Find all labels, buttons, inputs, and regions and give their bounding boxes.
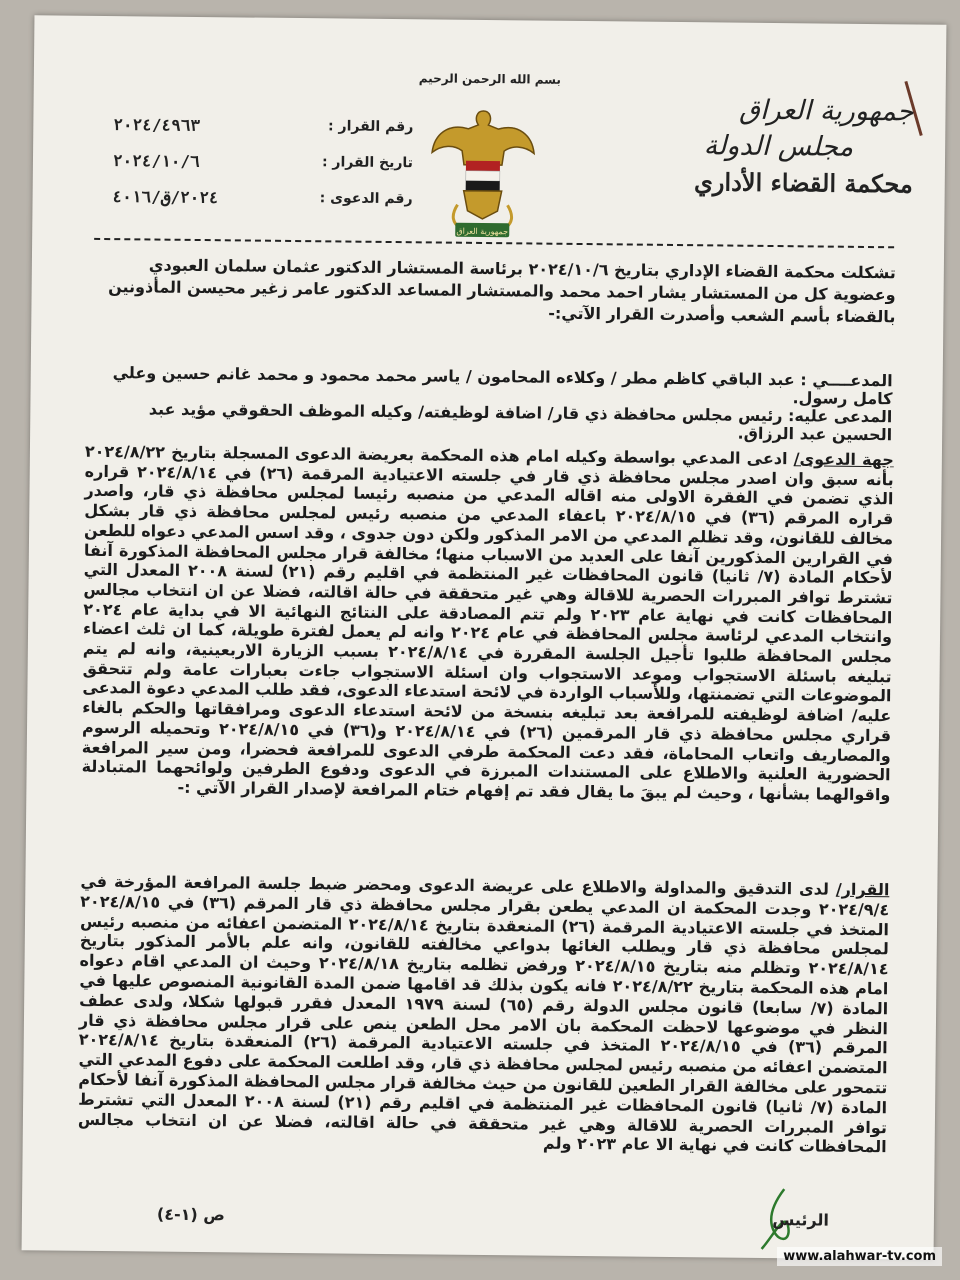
basmala: بسم الله الرحمن الرحيم <box>418 71 561 87</box>
court-formation-paragraph: تشكلت محكمة القضاء الإداري بتاريخ ٢٠٢٤/١٠/٦ برئاسة المستشار الدكتور عثمان سلمان العبودي وعضوية كل من المستشار يشار احمد محمد والمستشار المساعد الدكتور عامر زغير محيسن المأذونين بالقضاء بأسم الشعب وأصدرت القرار الآتي:- <box>108 255 896 327</box>
plaintiff-value: عبد الباقي كاظم مطر / وكلاءه المحامون / ياسر محمد محمود و محمد غانم حسين وعلي كامل رسول. <box>112 363 893 409</box>
decision-metadata <box>112 106 413 217</box>
decision-text: لدى التدقيق والمداولة والاطلاع على عريضة الدعوى ومحضر ضبط جلسة المرافعة المؤرخة في ٢٠٢٤/٩/٤ وجدت المحكمة ان المدعي يطعن بقرار مجلس محافظة ذي قار المرقم (٣٦) في ٢٠٢٤/٨/١٥ المتخذ في جلسته الاعتيادية المرقمة (٢٦) المنعقدة بتاريخ ٢٠٢٤/٨/١٤ المتضمن اعفائه من منصبه رئيس لمجلس محافظة ذي قار ويطلب الغائها بدواعي مخالفته للقانون، وانه علم بالأمر المذكور بتاريخ ٢٠٢٤/٨/١٤ وتظلم منه بتاريخ ٢٠٢٤/٨/١٥ ورفض تظلمه بتاريخ ٢٠٢٤/٨/١٨ وحيث ان المدعي اقام دعواه امام هذه المحكمة بتاريخ ٢٠٢٤/٨/٢٢ فانه يكون بذلك قد اقامها ضمن المدة القانونية المنصوص عليها في المادة (٧/ سابعا) قانون مجلس الدولة رقم (٦٥) لسنة ١٩٧٩ المعدل فقرر قبولها شكلا، ولدى عطف النظر في موضوعها لاحظت المحكمة بان الامر محل الطعن ينص على قرار مجلس محافظة ذي قار المرقم (٣٦) في ٢٠٢٤/٨/١٥ المتخذ في جلسته الاعتيادية المرقمة (٢٦) المنعقدة بتاريخ ٢٠٢٤/٨/١٤ المتضمن اعفائه من منصبه رئيس لمجلس محافظة ذي قار، وقد اطلعت المحكمة على دفوع المدعي التي تتمحور على مخالفة القرار الطعين للقانون من حيث مخالفة قرار مجلس المحافظة المذكورة آنفا لأحكام المادة (٧/ ثانيا) قانون المحافظات غير المنتظمة في اقليم رقم (٢١) لسنة ٢٠٠٨ المعدل التي تشترط توافر المبررات الحصرية للاقالة وهي غير متحققة في حالة اقالته، فضلا عن ان انتخاب مجالس المحافظات كانت في نهاية الا عام ٢٠٢٣ ولم <box>77 871 890 1157</box>
decision-number-row <box>113 106 413 145</box>
decision-number-label: رقم القرار : <box>327 118 414 136</box>
case-number: ٢٠٢٤/ق/٤٠١٦ <box>112 186 219 207</box>
case-number-row <box>112 178 412 217</box>
defendant-label: المدعى عليه: <box>787 406 893 427</box>
parties-block <box>90 364 893 444</box>
claim-section <box>81 442 894 805</box>
decision-heading: القرار/ <box>835 879 890 900</box>
iraq-eagle-emblem-icon <box>427 104 538 245</box>
council-name: مجلس الدولة <box>703 130 854 163</box>
decision-section <box>78 872 890 1158</box>
claim-text: ادعى المدعي بواسطة وكيله امام هذه المحكمة بعريضة الدعوى المسجلة بتاريخ ٢٠٢٤/٨/٢٢ بأنه سبق وان اصدر مجلس محافظة ذي قار في جلسته الاعتيادية المرقمة (٢٦) في ٢٠٢٤/٨/١٤ قراره الذي تضمن في الفقرة الاولى منه اقاله المدعي من منصبه رئيسا لمجلس محافظة ذي قار، واصدر قراره المرقم (٣٦) في ٢٠٢٤/٨/١٥ باعفاء المدعي من منصبه رئيس لمجلس محافظة ذي قار بشكل مخالف للقانون، وقد تظلم المدعي من الامر المذكور ولكن دون جدوى ، وقد اسس المدعي دعواه للطعن في القرارين المذكورين آنفا على العديد من الاسباب منها؛ مخالفة قرار مجلس المحافظة المذكورة آنفا لأحكام المادة (٧/ ثانيا) قانون المحافظات غير المنتظمة في اقليم رقم (٢١) لسنة ٢٠٠٨ المعدل التي تشترط توافر المبررات الحصرية للاقالة وهي غير متحققة في حالة اقالته، فضلا عن ان انتخاب مجالس المحافظات كانت في نهاية عام ٢٠٢٣ ولم تتم المصادقة على النتائج النهائية الا في بداية عام ٢٠٢٤ وانتخاب المدعي لرئاسة مجلس المحافظة في عام ٢٠٢٤ وانه لم يعمل لفترة طويلة، كما ان ثلث اعضاء مجلس المحافظة طلبوا تأجيل الجلسة المقررة في ٢٠٢٤/٨/١٤ بسبب الزيارة الاربعينية، وانه لم يتم تبليغه باسئلة الاستجواب وموعد الاستجواب وان اسئلة الاستجواب جاءت بعبارات عامة ولم تتحقق الموضوعات التي تضمنتها، وللأسباب الواردة في لائحة استدعاء الدعوى، فقد طلب المدعي دعوة المدعى عليه/ اضافة لوظيفته للمرافعة بعد تبليغه بنسخة من لائحة استدعاء الدعوى ومرافقاتها والحكم بالغاء قراري مجلس محافظة ذي قار المرقمين (٢٦) في ٢٠٢٤/٨/١٤ و(٣٦) في ٢٠٢٤/٨/١٥ وتحميله الرسوم والمصاريف واتعاب المحاماة، فقد دعت المحكمة طرفي الدعوى للمرافعة فحضرا، ومن سير المرافعة الحضورية العلنية والاطلاع على المستندات المبرزة في الدعوى ودفوع الطرفين ولوائحهما المتبادلة واقوالهما بشأنها ، وحيث لم يبقَ ما يقال فقد تم إفهام ختام المرافعة لإصدار القرار الآتي :- <box>81 441 894 805</box>
issuer-block <box>653 92 914 203</box>
website-watermark: www.alahwar-tv.com <box>777 1247 942 1266</box>
country-name: جمهورية العراق <box>738 94 914 128</box>
emblem-caption: جمهورية العراق <box>456 226 509 237</box>
case-number-label: رقم الدعوى : <box>319 190 413 208</box>
defendant-line <box>90 400 892 444</box>
decision-date-label: تاريخ القرار : <box>321 154 414 172</box>
page-number: ص (١-٤) <box>156 1204 225 1225</box>
signatory-label: الرئيس <box>772 1210 830 1230</box>
plaintiff-label: المدعــــي : <box>800 370 893 391</box>
claim-heading: جهة الدعوى/ <box>793 449 894 470</box>
defendant-value: رئيس مجلس محافظة ذي قار/ اضافة لوظيفته/ وكيله الموظف الحقوقي مؤيد عبد الحسين عبد الرزاق. <box>148 399 893 445</box>
document-page <box>22 15 947 1259</box>
decision-date: ٢٠٢٤/١٠/٦ <box>112 150 200 171</box>
decision-date-row <box>113 142 413 181</box>
court-name: محكمة القضاء الأداري <box>693 167 913 199</box>
decision-number: ٢٠٢٤/٤٩٦٣ <box>113 114 201 135</box>
